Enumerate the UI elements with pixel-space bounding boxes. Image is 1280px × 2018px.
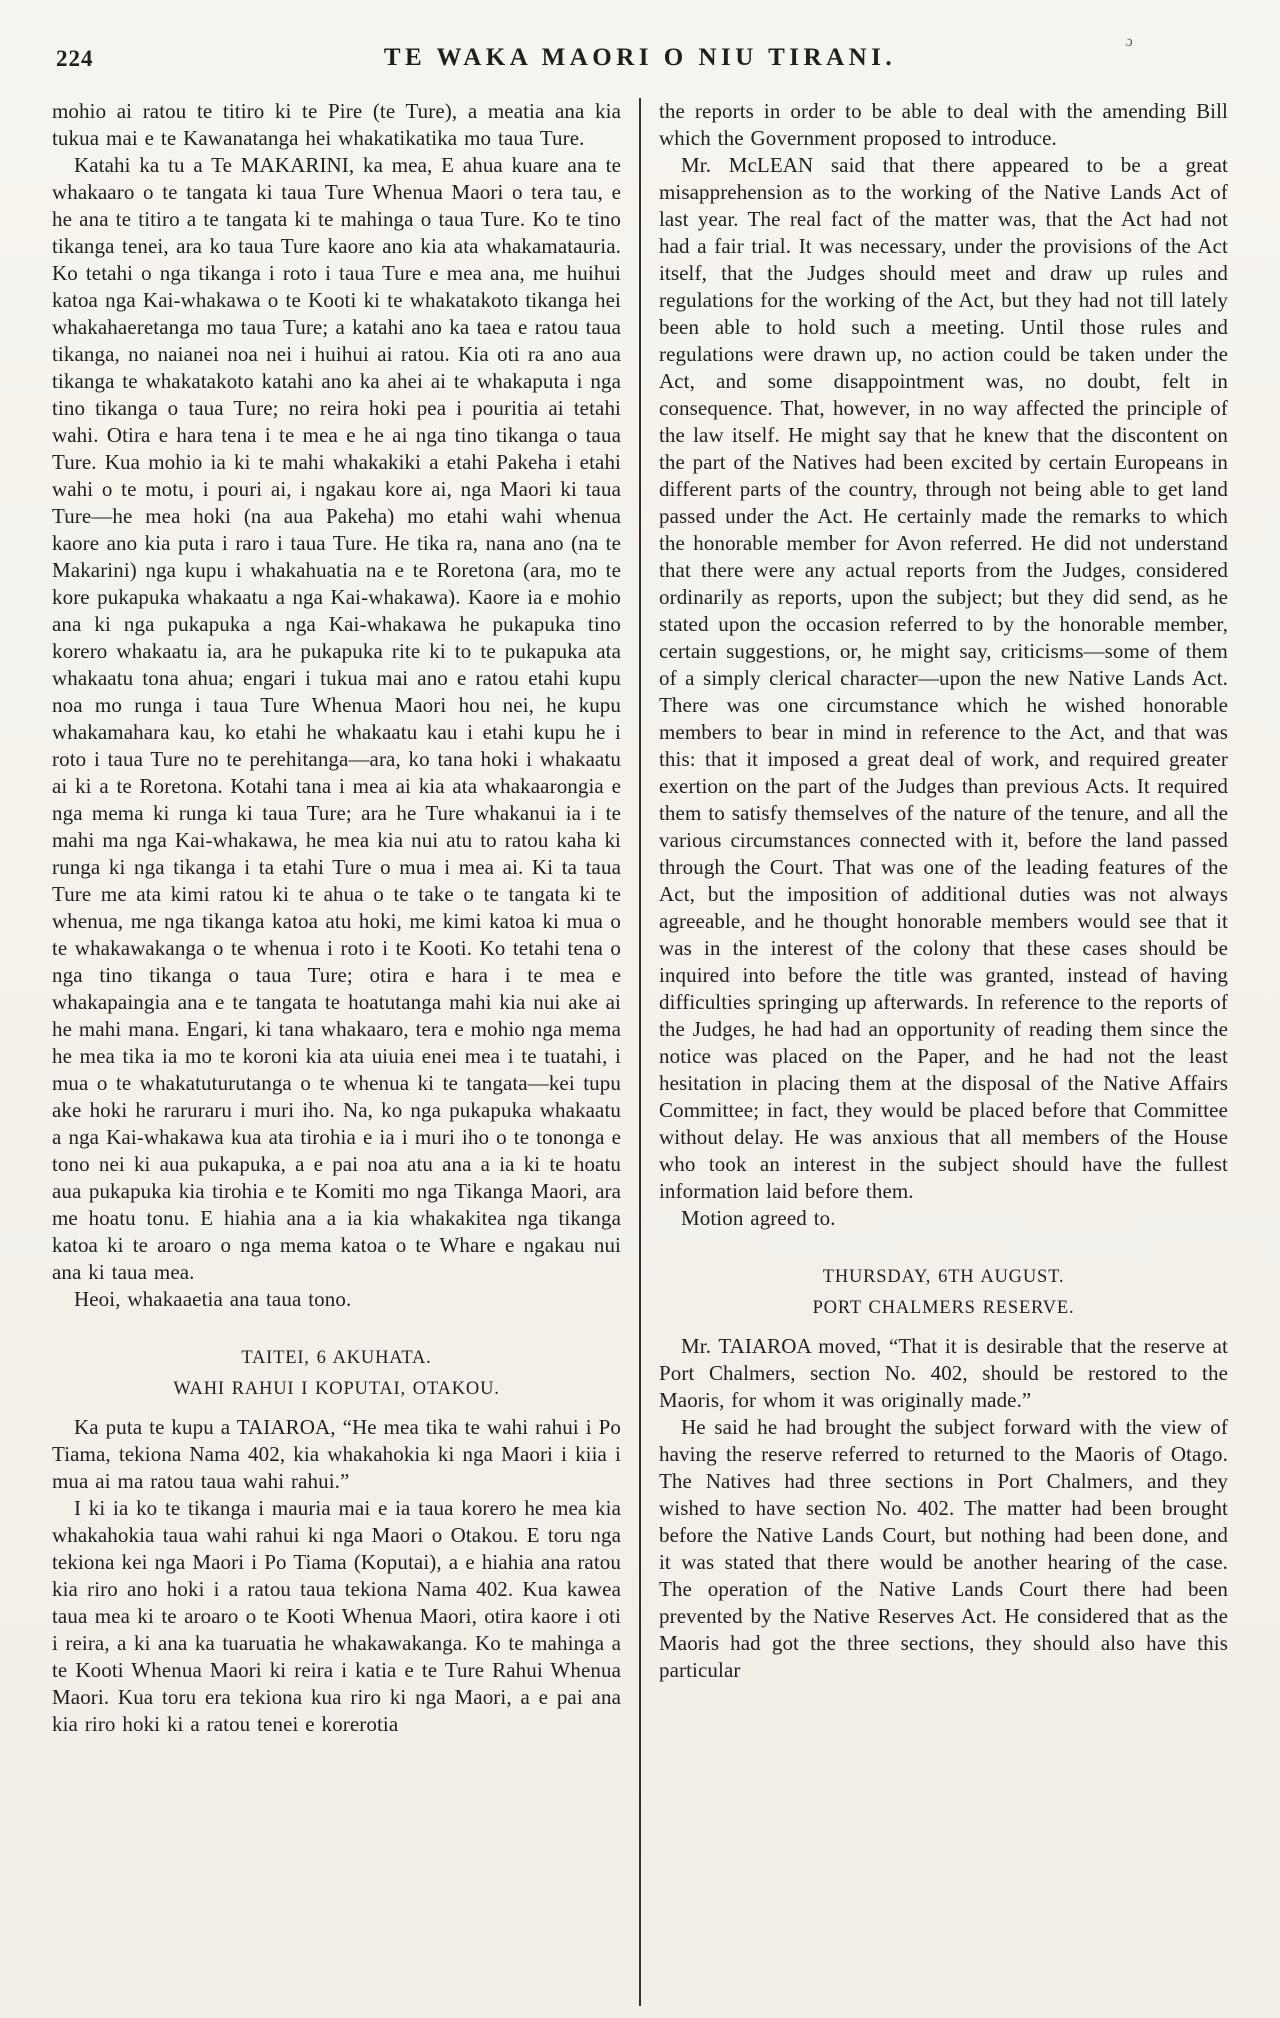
paragraph: He said he had brought the subject forward with the view of having the reserve referred to returned to the Maoris of Otago. The Natives had three sections in Port Chalmers, and they wished to have section No. 402. The matter had been brought before the Native Lands Court, but nothing had been done, and it was stated that there would be another hearing of the case. The operation of the Native Lands Court there had been prevented by the Native Reserves Act. He considered that as the Maoris had got the three sections, they should also have this particular bbox=[659, 1415, 1228, 1682]
ink-speck: ɔ bbox=[1124, 33, 1135, 51]
section-title-heading: PORT CHALMERS RESERVE. bbox=[812, 1298, 1075, 1318]
masthead bbox=[0, 0, 1280, 98]
paragraph: mohio ai ratou te titiro ki te Pire (te Ture), a meatia ana kia tukua mai e te Kawanatanga hei whakatikatika mo taua Ture. bbox=[52, 99, 621, 150]
section-title-heading: WAHI RAHUI I KOPUTAI, OTAKOU. bbox=[173, 1379, 500, 1399]
paragraph: the reports in order to be able to deal with the amending Bill which the Government proposed to introduce. bbox=[659, 99, 1228, 150]
paragraph: Motion agreed to. bbox=[681, 1206, 836, 1230]
paragraph: Katahi ka tu a Te MAKARINI, ka mea, E ahua kuare ana te whakaaro o te tangata ki taua Ture Whenua Maori o tera tau, e he ana te titiro a te tangata ki te mahinga o taua Ture. Ko te tino tikanga tenei, ara ko taua Ture kaore ano kia ata whakamatauria. Ko tetahi o nga tikanga i roto i taua Ture e mea ana, me huihui katoa nga Kai-whakawa o te Kooti ki te whakatakoto tikanga hei whakahaeretanga mo taua Ture; a katahi ano ka taea e ratou taua tikanga, no naianei noa nei i huihui ai ratou. Kia oti ra ano aua tikanga te whakatakoto katahi ano ka ahei ai te whakaputa i nga tino tikanga o taua Ture; no reira hoki pea i pouritia ai tetahi wahi. Otira e hara tena i te mea e he ai nga tino tikanga o taua Ture. Kua mohio ia ki te mahi whakakiki a etahi Pakeha i etahi wahi o te motu, i pouri ai, i ngakau kore ai, nga Maori ki taua Ture—he mea hoki (na aua Pakeha) mo etahi wahi whenua kaore ano kia puta i raro i taua Ture. He tika ra, nana ano (na te Makarini) nga kupu i whakahuatia na e te Roretona (ara, mo te kore pukapuka whakaatu a nga Kai-whakawa). Kaore ia e mohio ana ki nga pukapuka a nga Kai-whakawa he pukapuka tino korero whakaatu ia, ara he pukapuka rite ki to te pukapuka ata whakaatu tona ahua; engari i tukua mai ano e ratou etahi kupu noa mo runga i taua Ture Whenua Maori hou nei, he kupu whakamahara kau, ko etahi he whakaatu kau i etahi kupu he i roto i taua Ture no te perehitanga—ara, ko tana hoki i whakaatu ai ki a te Roretona. Kotahi tana i mea ai kia ata whakaarongia e nga mema ki runga ki taua Ture; ara he Ture whakanui ia i te mahi ma nga Kai-whakawa, he mea kia nui atu to ratou kaha ki runga ki nga tikanga i ta etahi Ture o mua i mea ai. Ki ta taua Ture me ata kimi ratou ki te ahua o te take o te tangata ki te whenua, me nga tikanga katoa atu hoki, me kimi katoa ki mua o te whakawakanga o te whenua i roto i te Kooti. Ko tetahi tena o nga tino tikanga o taua Ture; otira e hara i te mea e whakapaingia ana e te tangata te hoatutanga mahi kia nui ake ai he mahi mana. Engari, ki tana whakaaro, tera e mohio nga mema he mea tika ia mo te koroni kia ata uiuia enei mea i te tuatahi, i mua o te whakatuturutanga o te whenua ki te tangata—kei tupu ake hoki he raruraru i muri iho. Na, ko nga pukapuka whakaatu a nga Kai-whakawa kua ata tirohia e ia i muri iho o te tononga e tono nei ki aua pukapuka, a e pai noa atu ana a ia ki te hoatu aua pukapuka kia tirohia e te Komiti mo nga Tikanga Maori, ara me hoatu tonu. E hiahia ana a ia kia whakakitea nga tikanga katoa ki te aroaro o nga mema katoa o te Whare e ngakau nui ana ki taua mea. bbox=[52, 153, 621, 1284]
section-date-heading: THURSDAY, 6TH AUGUST. bbox=[822, 1267, 1065, 1287]
page-number: 224 bbox=[56, 46, 94, 71]
page-body bbox=[52, 98, 1228, 2006]
paragraph: Mr. McLEAN said that there appeared to be a great misapprehension as to the working of the Native Lands Act of last year. The real fact of the matter was, that the Act had not had a fair trial. It was necessary, under the provisions of the Act itself, that the Judges should meet and draw up rules and regulations for the working of the Act, but they had not till lately been able to hold such a meeting. Until those rules and regulations were drawn up, no action could be taken under the Act, and some disappointment was, no doubt, felt in consequence. That, however, in no way affected the principle of the law itself. He might say that he knew that the discontent on the part of the Natives had been excited by certain Europeans in different parts of the country, through not being able to get land passed under the Act. He certainly made the remarks to which the honorable member for Avon referred. He did not understand that there were any actual reports from the Judges, considered ordinarily as reports, upon the subject; but they did send, as he stated upon the occasion referred to by the honorable member, certain suggestions, or, he might say, criticisms—some of them of a simply clerical character—upon the new Native Lands Act. There was one circumstance which he wished honorable members to bear in mind in reference to the Act, and that was this: that it imposed a great deal of work, and required greater exertion on the part of the Judges than previous Acts. It required them to satisfy themselves of the nature of the tenure, and all the various circumstances connected with it, before the land passed through the Court. That was one of the leading features of the Act, but the imposition of additional duties was not always agreeable, and he thought honorable members would see that it was in the interest of the colony that these cases should be inquired into before the title was granted, instead of having difficulties springing up afterwards. In reference to the reports of the Judges, he had had an opportunity of reading them since the notice was placed on the Paper, and he had not the least hesitation in placing them at the disposal of the Native Affairs Committee; in fact, they would be placed before that Committee without delay. He was anxious that all members of the House who took an interest in the subject should have the fullest information laid before them. bbox=[659, 153, 1228, 1203]
paragraph: I ki ia ko te tikanga i mauria mai e ia taua korero he mea kia whakahokia taua wahi rahui ki nga Maori o Otakou. E toru nga tekiona kei nga Maori i Po Tiama (Koputai), a e hiahia ana ratou kia riro ano hoki i a ratou taua tekiona Nama 402. Kua kawea taua mea ki te aroaro o te Kooti Whenua Maori, otira kaore i oti i reira, a ki ana ka tuaruatia he whakawakanga. Ko te mahinga a te Kooti Whenua Maori ki reira i katia e te Ture Rahui Whenua Maori. Kua toru era tekiona kua riro ki nga Maori, a e pai ana kia riro hoki ki a ratou tenei e korerotia bbox=[52, 1496, 621, 1736]
masthead-title: TE WAKA MAORI O NIU TIRANI. bbox=[383, 44, 897, 71]
left-column bbox=[52, 98, 639, 2006]
section-date-heading: TAITEI, 6 AKUHATA. bbox=[241, 1348, 432, 1368]
right-column bbox=[641, 98, 1228, 2006]
paragraph: Ka puta te kupu a TAIAROA, “He mea tika te wahi rahui i Po Tiama, tekiona Nama 402, kia whakahokia ki nga Maori i kiia i mua ai ma ratou taua wahi rahui.” bbox=[52, 1415, 621, 1493]
paragraph: Mr. TAIAROA moved, “That it is desirable that the reserve at Port Chalmers, section No. 402, should be restored to the Maoris, for whom it was originally made.” bbox=[659, 1334, 1228, 1412]
paragraph: Heoi, whakaaetia ana taua tono. bbox=[74, 1287, 352, 1311]
